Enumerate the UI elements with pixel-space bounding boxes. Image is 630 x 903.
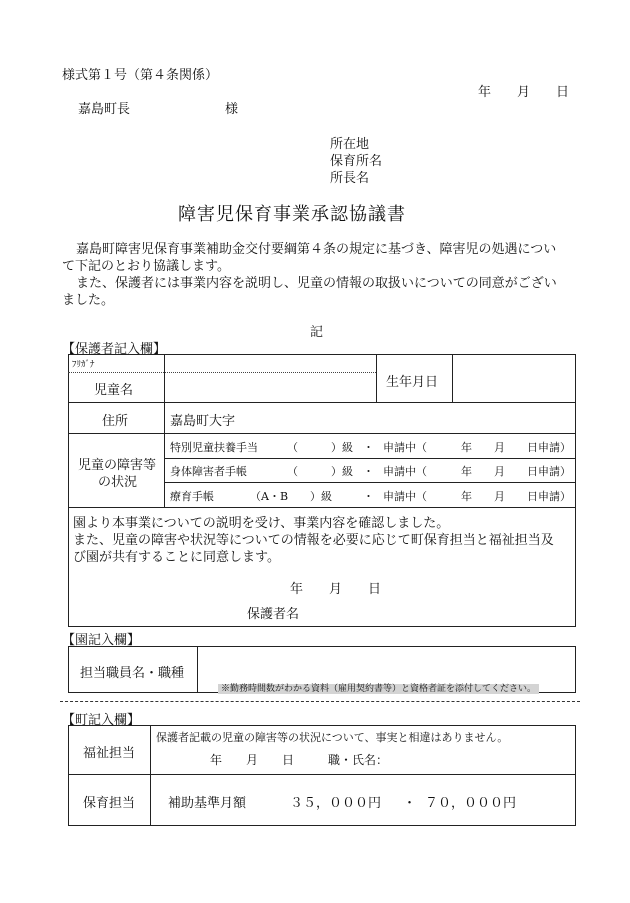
consent-line-3: び園が共有することに同意します。 xyxy=(73,550,280,565)
row-divider xyxy=(68,433,576,434)
row-divider xyxy=(164,458,576,459)
row-divider xyxy=(68,774,576,775)
ki-label: 記 xyxy=(310,325,324,340)
disability-row-2-grade: （ ）級 xyxy=(287,465,353,478)
staff-label: 担当職員名・職種 xyxy=(80,666,185,681)
subsidy-separator: ・ xyxy=(403,796,417,811)
disability-row-1-date: 年 月 日申請） xyxy=(461,441,571,454)
disability-row-2-applying: 申請中（ xyxy=(383,465,427,478)
disability-row-3-dot: ・ xyxy=(363,490,374,503)
intro-line-1: 嘉島町障害児保育事業補助金交付要綱第４条の規定に基づき、障害児の処遇につい xyxy=(76,242,557,257)
addressee-honorific: 様 xyxy=(225,102,239,117)
consent-date: 年 月 日 xyxy=(290,582,382,597)
childcare-label: 保育担当 xyxy=(83,796,136,811)
intro-line-2: て下記のとおり協議します。 xyxy=(62,259,230,274)
furigana-label: ﾌﾘｶﾞﾅ xyxy=(72,360,95,370)
disability-row-3-grade: （A・B ）級 xyxy=(250,490,333,503)
child-name-label: 児童名 xyxy=(94,383,134,398)
disability-row-2-name: 身体障害者手帳 xyxy=(170,465,247,478)
section-separator xyxy=(60,701,580,702)
welfare-statement: 保護者記載の児童の障害等の状況について、事実と相違はありません。 xyxy=(156,731,509,744)
subsidy-label: 補助基準月額 xyxy=(168,796,247,811)
disability-row-1-grade: （ ）級 xyxy=(287,441,353,454)
location-label: 所在地 xyxy=(330,137,370,152)
birthdate-label: 生年月日 xyxy=(386,375,439,390)
column-divider xyxy=(164,354,165,507)
welfare-signature-label: 職・氏名： xyxy=(328,753,389,767)
intro-line-4: ました。 xyxy=(62,293,115,308)
column-divider xyxy=(197,646,198,693)
column-divider xyxy=(150,725,151,826)
row-divider xyxy=(164,482,576,483)
subsidy-amount-2: ７０，０００円 xyxy=(425,796,517,811)
disability-row-1-applying: 申請中（ xyxy=(383,441,427,454)
disability-row-2-date: 年 月 日申請） xyxy=(461,465,571,478)
facility-name-label: 保育所名 xyxy=(330,154,383,169)
guardian-name-label: 保護者名 xyxy=(247,607,300,622)
date-line: 年 月 日 xyxy=(478,85,570,100)
form-number: 様式第１号（第４条関係） xyxy=(62,68,219,83)
disability-label-1: 児童の障害等 xyxy=(78,458,157,473)
row-divider xyxy=(68,507,576,508)
guardian-section-heading: 【保護者記入欄】 xyxy=(62,342,167,357)
town-section-heading: 【町記入欄】 xyxy=(62,713,141,728)
disability-row-3-applying: 申請中（ xyxy=(383,490,427,503)
addressee: 嘉島町長 xyxy=(78,102,131,117)
disability-label-2: の状況 xyxy=(98,475,138,490)
welfare-date: 年 月 日 xyxy=(210,753,295,767)
furigana-divider xyxy=(68,372,376,373)
subsidy-amount-1: ３５，０００円 xyxy=(290,796,382,811)
row-divider xyxy=(68,402,576,403)
intro-line-3: また、保護者には事業内容を説明し、児童の情報の取扱いについての同意がござい xyxy=(76,276,557,291)
attachment-note-text: ※勤務時間数がわかる資料（雇用契約書等）と資格者証を添付してください。 xyxy=(218,684,539,694)
column-divider xyxy=(452,354,453,402)
disability-row-2-dot: ・ xyxy=(363,465,374,478)
document-title: 障害児保育事業承認協議書 xyxy=(178,204,406,225)
welfare-label: 福祉担当 xyxy=(83,746,136,761)
consent-line-1: 園より本事業についての説明を受け、事業内容を確認しました。 xyxy=(73,516,450,531)
disability-row-3-date: 年 月 日申請） xyxy=(461,490,571,503)
attachment-note xyxy=(218,681,539,694)
director-name-label: 所長名 xyxy=(330,171,370,186)
column-divider xyxy=(376,354,377,402)
facility-section-heading: 【園記入欄】 xyxy=(62,633,141,648)
address-value: 嘉島町大字 xyxy=(170,414,236,429)
disability-row-1-dot: ・ xyxy=(363,441,374,454)
disability-row-3-name: 療育手帳 xyxy=(170,490,214,503)
address-label: 住所 xyxy=(102,414,129,429)
consent-line-2: また、児童の障害や状況等についての情報を必要に応じて町保育担当と福祉担当及 xyxy=(73,533,554,548)
disability-row-1-name: 特別児童扶養手当 xyxy=(170,441,258,454)
